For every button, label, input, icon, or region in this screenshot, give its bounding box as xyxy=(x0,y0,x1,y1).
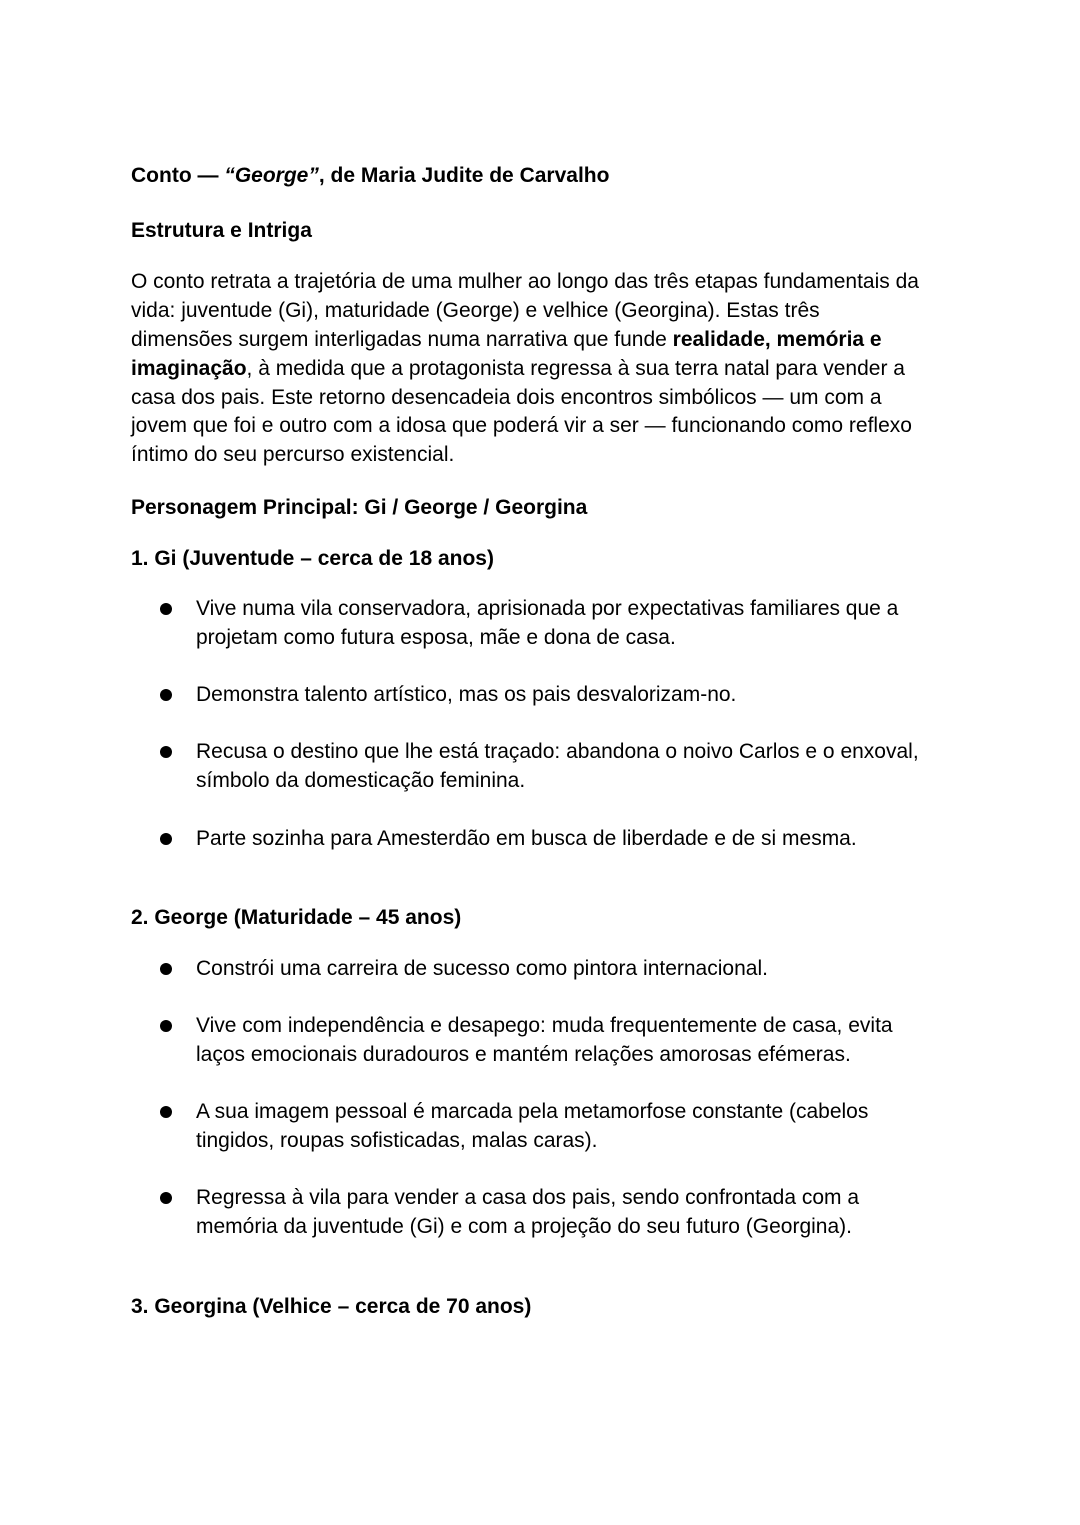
character-heading: Personagem Principal: Gi / George / Georgina xyxy=(131,496,588,519)
list-item-continuation: projetam como futura esposa, mãe e dona de casa. xyxy=(196,626,676,649)
bold-emphasis: realidade, memória e xyxy=(672,328,882,351)
structure-paragraph-line: vida: juventude (Gi), maturidade (George) e velhice (Georgina). Estas três xyxy=(131,299,820,322)
structure-paragraph-line: dimensões surgem interligadas numa narrativa que funde realidade, memória e xyxy=(131,328,882,351)
list-item-continuation: laços emocionais duradouros e mantém relações amorosas efémeras. xyxy=(196,1043,851,1066)
list-item-continuation: tingidos, roupas sofisticadas, malas caras). xyxy=(196,1129,598,1152)
bullet-icon xyxy=(160,689,172,701)
bullet-icon xyxy=(160,963,172,975)
structure-heading: Estrutura e Intriga xyxy=(131,219,312,242)
list-item: Vive numa vila conservadora, aprisionada por expectativas familiares que a xyxy=(196,597,899,620)
structure-paragraph-line: O conto retrata a trajetória de uma mulher ao longo das três etapas fundamentais da xyxy=(131,270,919,293)
bullet-icon xyxy=(160,1020,172,1032)
bullet-icon xyxy=(160,1106,172,1118)
bullet-icon xyxy=(160,603,172,615)
bold-emphasis: imaginação xyxy=(131,357,247,380)
george-heading: 2. George (Maturidade – 45 anos) xyxy=(131,906,462,929)
list-item: A sua imagem pessoal é marcada pela metamorfose constante (cabelos xyxy=(196,1100,869,1123)
structure-paragraph-line: casa dos pais. Este retorno desencadeia dois encontros simbólicos — um com a xyxy=(131,386,882,409)
georgina-heading: 3. Georgina (Velhice – cerca de 70 anos) xyxy=(131,1295,532,1318)
list-item: Parte sozinha para Amesterdão em busca de liberdade e de si mesma. xyxy=(196,827,857,850)
document-title: Conto — “George”, de Maria Judite de Carvalho xyxy=(131,164,610,187)
gi-heading: 1. Gi (Juventude – cerca de 18 anos) xyxy=(131,547,494,570)
structure-paragraph-line: íntimo do seu percurso existencial. xyxy=(131,443,455,466)
list-item: Constrói uma carreira de sucesso como pintora internacional. xyxy=(196,957,768,980)
structure-paragraph-line: imaginação, à medida que a protagonista regressa à sua terra natal para vender a xyxy=(131,357,905,380)
bullet-icon xyxy=(160,1192,172,1204)
list-item-continuation: símbolo da domesticação feminina. xyxy=(196,769,526,792)
list-item: Regressa à vila para vender a casa dos pais, sendo confrontada com a xyxy=(196,1186,860,1209)
structure-paragraph-line: jovem que foi e outro com a idosa que poderá vir a ser — funcionando como reflexo xyxy=(131,414,912,437)
list-item-continuation: memória da juventude (Gi) e com a projeção do seu futuro (Georgina). xyxy=(196,1215,852,1238)
list-item: Demonstra talento artístico, mas os pais desvalorizam-no. xyxy=(196,683,737,706)
bullet-icon xyxy=(160,833,172,845)
list-item: Recusa o destino que lhe está traçado: abandona o noivo Carlos e o enxoval, xyxy=(196,740,919,763)
list-item: Vive com independência e desapego: muda frequentemente de casa, evita xyxy=(196,1014,893,1037)
bullet-icon xyxy=(160,746,172,758)
